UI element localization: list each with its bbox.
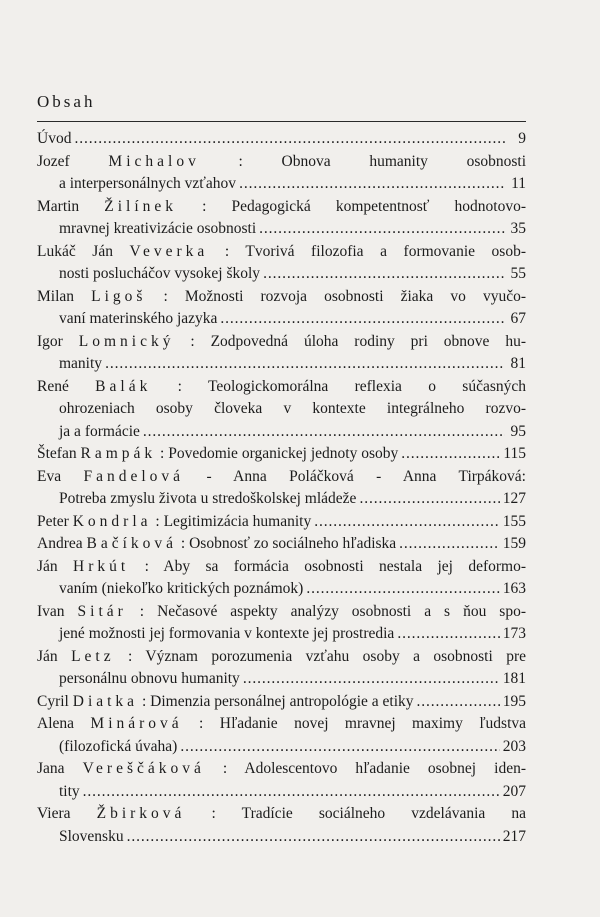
toc-entry[interactable]: [37, 511, 526, 534]
toc-line: [37, 713, 526, 736]
dot-leader: [220, 308, 505, 331]
author-surname: Fandelová: [83, 467, 185, 485]
toc-text: [37, 558, 526, 575]
toc-line: [37, 421, 526, 444]
dot-leader: [83, 781, 500, 804]
toc-text: [37, 511, 311, 534]
toc-line: [37, 781, 526, 804]
toc-text: vaním (niekoľko kritických poznámok): [59, 580, 304, 597]
dot-leader: [127, 826, 500, 849]
toc-text: [37, 691, 414, 714]
author-surname: Rampák: [80, 445, 157, 462]
author-surname: Ligoš: [91, 287, 147, 305]
toc-line: [37, 398, 526, 421]
toc-entry[interactable]: [37, 601, 526, 646]
author-surname: Lomnický: [78, 332, 175, 350]
dot-leader: [239, 173, 505, 196]
author-surname: Balák: [95, 377, 152, 395]
toc-line: [37, 668, 526, 691]
toc-text: (filozofická úvaha): [59, 737, 178, 755]
toc-text: jené možnosti jej formovania v kontexte jej prostredia: [59, 625, 395, 642]
toc-line: [37, 488, 526, 511]
dot-leader: [259, 218, 505, 241]
author-first-name: Viera: [37, 805, 97, 822]
entry-title: : Dimenzia personálnej antropológie a etiky: [138, 692, 414, 710]
author-surname: Minárová: [90, 715, 183, 732]
toc-line: [37, 758, 526, 781]
entry-title: : Možnosti rozvoja osobnosti žiaka vo vyučo-: [146, 287, 526, 305]
toc-text: [37, 378, 526, 395]
toc-text: [37, 533, 396, 556]
toc-line: [37, 803, 526, 826]
author-first-name: Martin: [37, 197, 105, 215]
toc-line: [37, 623, 526, 646]
page-number: 95: [510, 422, 526, 440]
toc-text: a interpersonálnych vzťahov: [59, 175, 237, 192]
page-number: 81: [510, 355, 526, 372]
author-surname: Veverka: [129, 242, 209, 260]
page-number: 217: [502, 827, 526, 845]
toc-text: [37, 760, 526, 777]
toc-entry[interactable]: [37, 128, 526, 151]
author-first-name: Jozef: [37, 152, 109, 170]
toc-line: [37, 173, 526, 196]
heading-rule: [37, 121, 526, 122]
entry-title: : Adolescentovo hľadanie osobnej iden-: [204, 760, 526, 777]
toc-line: [37, 151, 526, 174]
toc-entry[interactable]: [37, 241, 526, 286]
toc-entry[interactable]: [37, 691, 526, 714]
toc-text: vaní materinského jazyka: [59, 310, 218, 327]
dot-leader: [263, 263, 505, 286]
author-first-name: Lukáč Ján: [37, 242, 130, 260]
toc-line: [37, 466, 526, 489]
toc-line: [37, 196, 526, 219]
author-first-name: Ivan: [37, 602, 78, 620]
toc-text: Slovensku: [59, 827, 124, 845]
toc-line: [37, 286, 526, 309]
toc-line: [37, 691, 526, 714]
toc-line: [37, 736, 526, 759]
entry-title: : Tradície sociálneho vzdelávania na: [185, 805, 526, 822]
author-surname: Kondrla: [72, 512, 152, 530]
toc-text: [37, 333, 526, 350]
entry-title: : Osobnosť zo sociálneho hľadiska: [177, 535, 397, 552]
entry-title: - Anna Poláčková - Anna Tirpáková:: [184, 467, 526, 485]
page-number: 181: [502, 670, 526, 687]
author-first-name: Ján: [37, 647, 72, 665]
entry-title: : Pedagogická kompetentnosť hodnotovo-: [177, 197, 526, 215]
author-surname: Letz: [71, 647, 115, 665]
entry-title: : Aby sa formácia osobnosti nestala jej deformo-: [129, 557, 526, 575]
toc-text: [37, 198, 526, 215]
author-surname: Žbirková: [96, 805, 186, 822]
dot-leader: [243, 668, 500, 691]
toc-text: [37, 243, 526, 260]
toc-text: mravnej kreativizácie osobnosti: [59, 220, 257, 237]
toc-text: [37, 288, 526, 305]
author-first-name: Milan: [37, 287, 92, 305]
toc-entry[interactable]: [37, 758, 526, 803]
author-first-name: Alena: [37, 715, 91, 732]
toc-line: [37, 826, 526, 849]
dot-leader: [306, 578, 499, 601]
toc-line: [37, 511, 526, 534]
toc-line: [37, 443, 526, 466]
toc-text: [37, 715, 526, 732]
page-number: 207: [502, 782, 526, 800]
author-first-name: Jana: [37, 760, 83, 777]
toc-entry[interactable]: [37, 443, 526, 466]
dot-leader: [417, 691, 500, 714]
toc-text: [37, 648, 526, 665]
toc-line: [37, 646, 526, 669]
dot-leader: [397, 623, 499, 646]
toc-entry[interactable]: [37, 556, 526, 601]
toc-text: [37, 443, 398, 466]
toc-text: [37, 468, 526, 485]
toc-text: manity: [59, 355, 103, 372]
toc-entry[interactable]: [37, 376, 526, 444]
toc-entry[interactable]: [37, 803, 526, 848]
author-first-name: René: [37, 377, 96, 395]
entry-title: : Obnova humanity osobnosti: [199, 152, 527, 170]
toc-entry[interactable]: [37, 713, 526, 758]
author-surname: Hrkút: [73, 557, 130, 575]
dot-leader: [74, 128, 505, 151]
dot-leader: [105, 353, 505, 376]
page-number: 173: [502, 625, 526, 642]
author-surname: Sitár: [77, 602, 127, 620]
author-first-name: Igor: [37, 332, 79, 350]
page-number: 159: [502, 535, 526, 552]
toc-line: [37, 241, 526, 264]
entry-title: : Legitimizácia humanity: [151, 512, 312, 530]
entry-title: : Hľadanie novej mravnej maximy ľudstva: [182, 715, 527, 732]
page-number: 115: [503, 445, 526, 462]
toc-line: [37, 533, 526, 556]
toc-text: personálnu obnovu humanity: [59, 670, 240, 687]
toc-line: [37, 308, 526, 331]
toc-line: [37, 556, 526, 579]
toc-entry[interactable]: [37, 466, 526, 511]
table-of-contents: [37, 128, 526, 848]
author-first-name: Štefan: [37, 445, 81, 462]
page-number: 67: [510, 310, 526, 327]
toc-heading: Obsah: [37, 92, 96, 111]
toc-line: [37, 331, 526, 354]
entry-title: : Zodpovedná úloha rodiny pri obnove hu-: [174, 332, 526, 350]
toc-text: [37, 603, 526, 620]
toc-entry[interactable]: [37, 286, 526, 331]
dot-leader: [143, 421, 505, 444]
toc-line: [37, 128, 526, 151]
toc-line: [37, 353, 526, 376]
toc-entry[interactable]: [37, 196, 526, 241]
entry-title: : Nečasové aspekty analýzy osobnosti a s ňou spo-: [126, 602, 526, 620]
page-number: 35: [510, 220, 526, 237]
entry-title: : Význam porozumenia vzťahu osoby a osobnosti pre: [114, 647, 526, 665]
page-number: 11: [511, 175, 526, 192]
toc-text: [37, 153, 526, 170]
entry-title: : Teologickomorálna reflexia o súčasných: [151, 377, 526, 395]
author-surname: Bačíková: [86, 535, 178, 552]
page-number: 163: [502, 580, 526, 597]
toc-entry[interactable]: [37, 533, 526, 556]
dot-leader: [399, 533, 500, 556]
entry-title: : Tvorivá filozofia a formovanie osob-: [208, 242, 526, 260]
toc-text: ja a formácie: [59, 422, 140, 440]
page-number: 55: [510, 265, 526, 282]
author-surname: Diatka: [72, 692, 139, 710]
toc-line: [37, 263, 526, 286]
toc-text: ohrozeniach osoby človeka v kontexte integrálneho rozvo-: [59, 400, 526, 417]
entry-title: : Povedomie organickej jednoty osoby: [156, 445, 399, 462]
dot-leader: [359, 488, 499, 511]
toc-line: [37, 376, 526, 399]
page-number: 203: [502, 737, 526, 755]
toc-text: tity: [59, 782, 80, 800]
author-first-name: Cyril: [37, 692, 73, 710]
author-first-name: Ján: [37, 557, 74, 575]
page-number: 127: [502, 490, 526, 507]
toc-line: [37, 218, 526, 241]
toc-entry[interactable]: [37, 331, 526, 376]
author-first-name: Eva: [37, 467, 84, 485]
toc-line: [37, 601, 526, 624]
dot-leader: [180, 736, 499, 759]
page-number: 9: [518, 130, 526, 147]
toc-text: nosti poslucháčov vysokej školy: [59, 265, 261, 282]
toc-text: Úvod: [37, 130, 72, 147]
dot-leader: [314, 511, 500, 534]
toc-entry[interactable]: [37, 646, 526, 691]
page-number: 195: [502, 692, 526, 710]
author-first-name: Andrea: [37, 535, 87, 552]
author-surname: Michalov: [108, 152, 200, 170]
author-first-name: Peter: [37, 512, 73, 530]
author-surname: Žilínek: [104, 197, 178, 215]
author-surname: Vereščáková: [82, 760, 205, 777]
page-number: 155: [502, 512, 526, 530]
toc-entry[interactable]: [37, 151, 526, 196]
toc-line: [37, 578, 526, 601]
toc-text: [37, 805, 526, 822]
toc-text: Potreba zmyslu života u stredoškolskej mládeže: [59, 490, 357, 507]
dot-leader: [401, 443, 500, 466]
